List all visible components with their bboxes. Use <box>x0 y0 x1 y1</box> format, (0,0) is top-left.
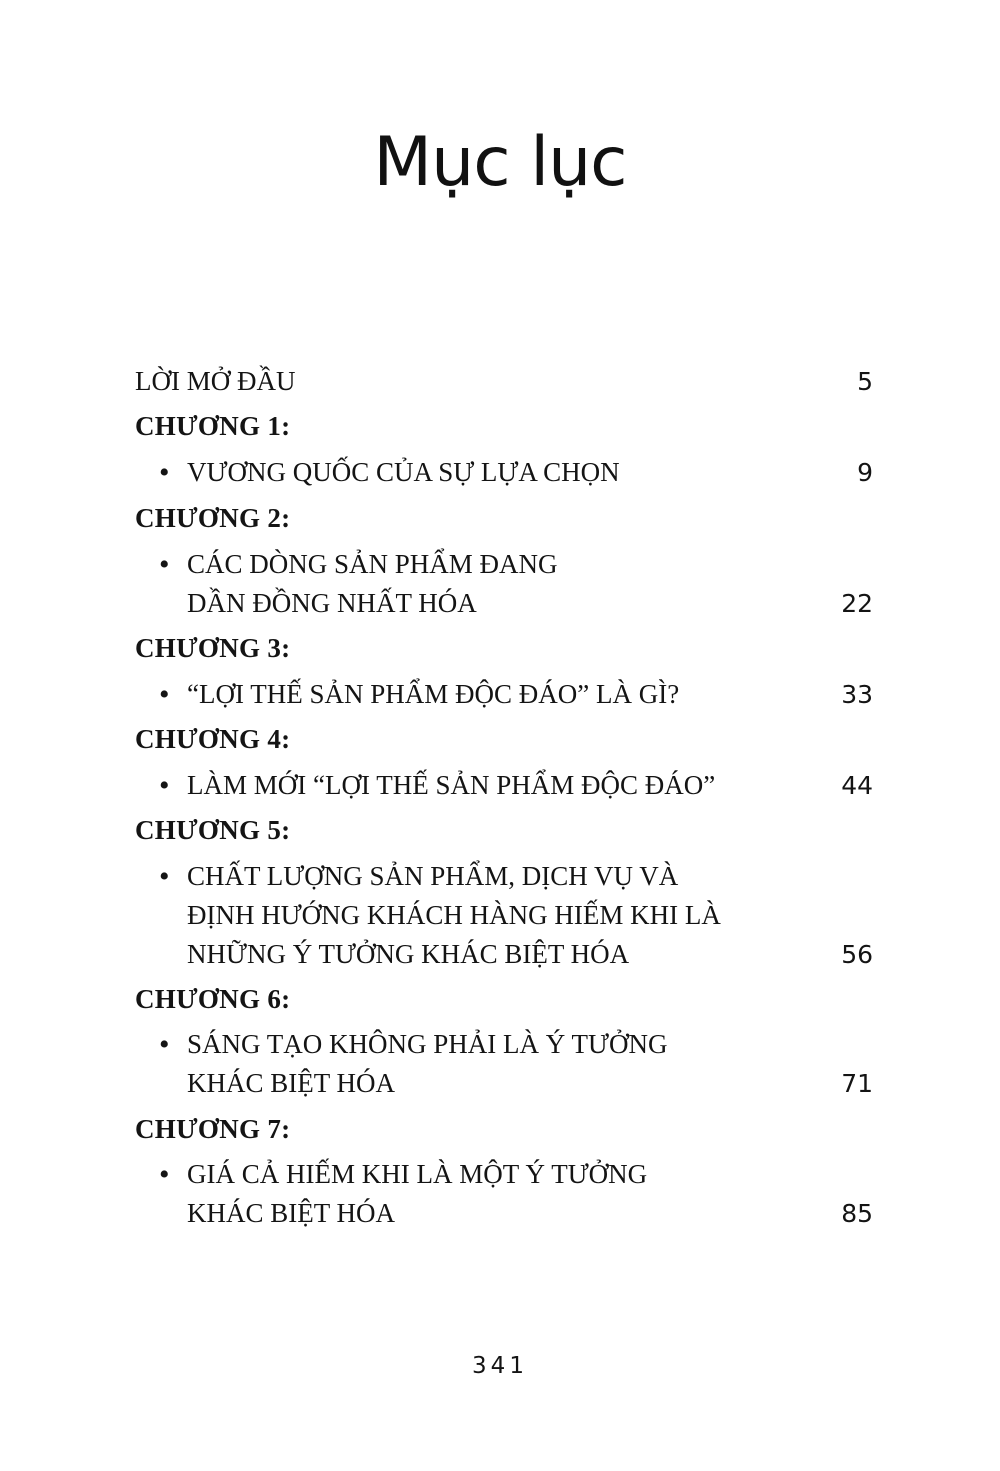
toc-page-number: 5 <box>857 367 873 396</box>
toc-entry-title: LỜI MỞ ĐẦU <box>135 366 296 396</box>
toc-entry-title: VƯƠNG QUỐC CỦA SỰ LỰA CHỌN <box>187 457 620 487</box>
toc-entry-title-line: KHÁC BIỆT HÓA <box>187 1198 395 1228</box>
toc-entry-title: “LỢI THẾ SẢN PHẨM ĐỘC ĐÁO” LÀ GÌ? <box>187 679 680 709</box>
page-title: Mục lục <box>373 123 627 202</box>
chapter-label: CHƯƠNG 7: <box>135 1114 291 1144</box>
page-number: 341 <box>472 1353 528 1379</box>
chapter-label: CHƯƠNG 4: <box>135 724 291 754</box>
toc-page-number: 85 <box>841 1199 873 1228</box>
toc-entry-title-line: NHỮNG Ý TƯỞNG KHÁC BIỆT HÓA <box>187 939 630 969</box>
toc-page-number: 33 <box>841 680 873 709</box>
bullet-icon: • <box>159 1158 170 1191</box>
toc-entry-title: LÀM MỚI “LỢI THẾ SẢN PHẨM ĐỘC ĐÁO” <box>187 770 716 800</box>
chapter-label: CHƯƠNG 3: <box>135 633 291 663</box>
bullet-icon: • <box>159 678 170 711</box>
chapter-label: CHƯƠNG 6: <box>135 984 291 1014</box>
toc-page-number: 9 <box>857 458 873 487</box>
toc-entry-title-line: KHÁC BIỆT HÓA <box>187 1068 395 1098</box>
chapter-label: CHƯƠNG 5: <box>135 815 291 845</box>
bullet-icon: • <box>159 1028 170 1061</box>
bullet-icon: • <box>159 860 170 893</box>
toc-entry-title-line: DẦN ĐỒNG NHẤT HÓA <box>187 588 477 618</box>
toc-page-number: 71 <box>841 1069 873 1098</box>
toc-page-number: 22 <box>841 589 873 618</box>
toc-entry-title-line: CÁC DÒNG SẢN PHẨM ĐANG <box>187 549 558 579</box>
bullet-icon: • <box>159 548 170 581</box>
toc-page-number: 56 <box>841 940 873 969</box>
chapter-label: CHƯƠNG 1: <box>135 411 291 441</box>
toc-entry-title-line: GIÁ CẢ HIẾM KHI LÀ MỘT Ý TƯỞNG <box>187 1159 648 1189</box>
toc-entry-title-line: CHẤT LƯỢNG SẢN PHẨM, DỊCH VỤ VÀ <box>187 861 679 891</box>
toc-entry-title-line: ĐỊNH HƯỚNG KHÁCH HÀNG HIẾM KHI LÀ <box>187 900 721 930</box>
toc-entry-title-line: SÁNG TẠO KHÔNG PHẢI LÀ Ý TƯỞNG <box>187 1029 668 1059</box>
chapter-label: CHƯƠNG 2: <box>135 503 291 533</box>
toc-page-number: 44 <box>841 771 873 800</box>
bullet-icon: • <box>159 769 170 802</box>
bullet-icon: • <box>159 456 170 489</box>
